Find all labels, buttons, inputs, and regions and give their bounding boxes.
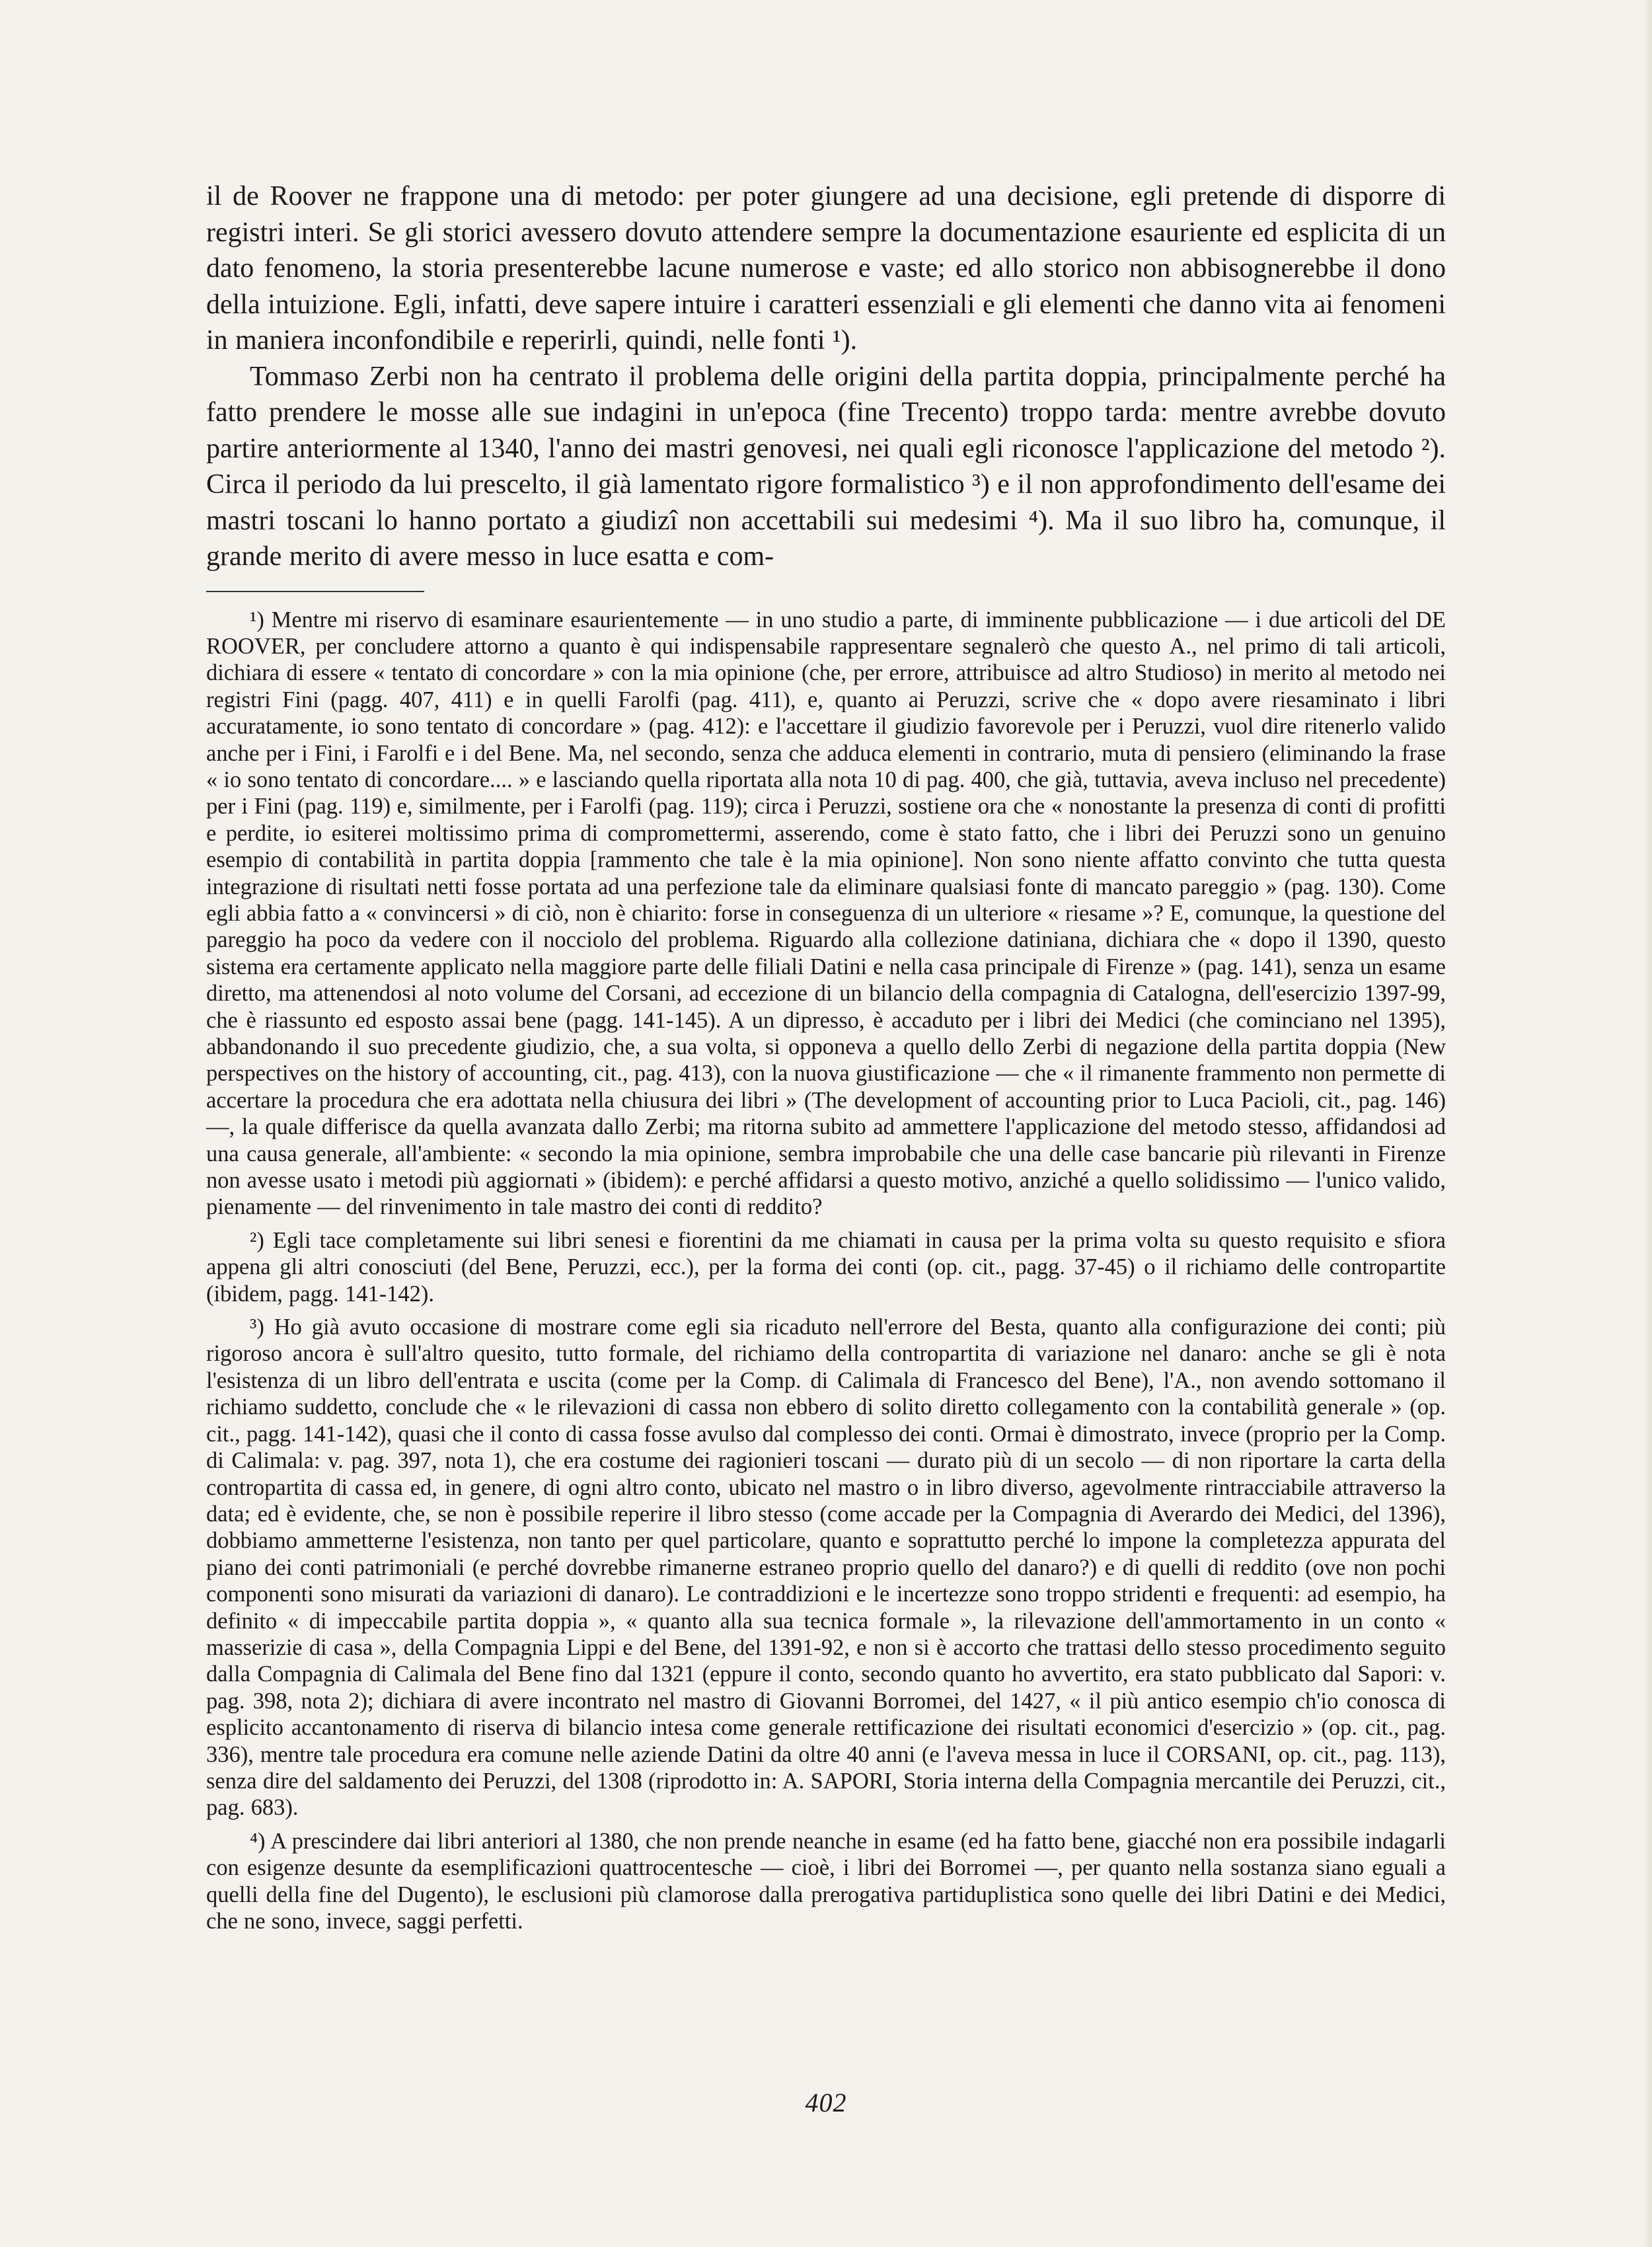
paper-edge-shadow [1643,0,1652,2247]
footnote-separator [206,591,424,592]
footnote-3: ³) Ho già avuto occasione di mostrare come egli sia ricaduto nell'errore del Besta, quanto alla configurazione dei conti; più rigoroso ancora è sull'altro quesito, tutto formale, del richiamo della contropartita di variazione nel danaro: anche se gli è nota l'esistenza di un libro dell'entrata e uscita (come per la Comp. di Calimala di Francesco del Bene), l'A., non avendo sottomano il richiamo suddetto, conclude che « le rilevazioni di cassa non ebbero di solito diretto collegamento con la contabilità generale » (op. cit., pagg. 141-142), quasi che il conto di cassa fosse avulso dal complesso dei conti. Ormai è dimostrato, invece (proprio per la Comp. di Calimala: v. pag. 397, nota 1), che era costume dei ragionieri toscani — durato più di un secolo — di non riportare la carta della contropartita di cassa ed, in genere, di ogni altro conto, ubicato nel mastro o in libro diverso, agevolmente rintracciabile attraverso la data; ed è evidente, che, se non è possibile reperire il libro stesso (come accade per la Compagnia di Averardo dei Medici, del 1396), dobbiamo ammetterne l'esistenza, non tanto per quel particolare, quanto e soprattutto perché lo impone la completezza appurata del piano dei conti patrimoniali (e perché dovrebbe rimanerne estraneo proprio quello del danaro?) e di quelli di reddito (ove non pochi componenti sono misurati da variazioni di danaro). Le contraddizioni e le incertezze sono troppo stridenti e frequenti: ad esempio, ha definito « di impeccabile partita doppia », « quanto alla sua tecnica formale », la rilevazione dell'ammortamento in un conto « masserizie di casa », della Compagnia Lippi e del Bene, del 1391-92, e non si è accorto che trattasi dello stesso procedimento seguito dalla Compagnia di Calimala del Bene fino dal 1321 (eppure il conto, secondo quanto ho avvertito, era stato pubblicato dal Sapori: v. pag. 398, nota 2); dichiara di avere incontrato nel mastro di Giovanni Borromei, del 1427, « il più antico esempio ch'io conosca di esplicito accantonamento di riserva di bilancio intesa come generale rettificazione dei risultati economici d'esercizio » (op. cit., pag. 336), mentre tale procedura era comune nelle aziende Datini da oltre 40 anni (e l'aveva messa in luce il CORSANI, op. cit., pag. 113), senza dire del saldamento dei Peruzzi, del 1308 (riprodotto in: A. SAPORI, Storia interna della Compagnia mercantile dei Peruzzi, cit., pag. 683). [206,1314,1446,1821]
body-paragraph-1: il de Roover ne frappone una di metodo: per poter giungere ad una decisione, egli pretende di disporre di registri interi. Se gli storici avessero dovuto attendere sempre la documentazione esauriente ed esplicita di un dato fenomeno, la storia presenterebbe lacune numerose e vaste; ed allo storico non abbisognerebbe il dono della intuizione. Egli, infatti, deve sapere intuire i caratteri essenziali e gli elementi che danno vita ai fenomeni in maniera inconfondibile e reperirli, quindi, nelle fonti ¹). [206,181,1446,356]
footnote-2: ²) Egli tace completamente sui libri senesi e fiorentini da me chiamati in causa per la prima volta su questo requisito e sfiora appena gli altri conosciuti (del Bene, Peruzzi, ecc.), per la forma dei conti (op. cit., pagg. 37-45) o il richiamo delle contropartite (ibidem, pagg. 141-142). [206,1227,1446,1307]
page-text-block [206,178,1446,1941]
footnote-4: ⁴) A prescindere dai libri anteriori al 1380, che non prende neanche in esame (ed ha fatto bene, giacché non era possibile indagarli con esigenze desunte da esemplificazioni quattrocentesche — cioè, i libri dei Borromei —, per quanto nella sostanza siano eguali a quelli della fine del Dugento), le esclusioni più clamorose dalla prerogativa partiduplistica sono quelle dei libri Datini e dei Medici, che ne sono, invece, saggi perfetti. [206,1828,1446,1934]
body-paragraph-2: Tommaso Zerbi non ha centrato il problema delle origini della partita doppia, principalmente perché ha fatto prendere le mosse alle sue indagini in un'epoca (fine Trecento) troppo tarda: mentre avrebbe dovuto partire anteriormente al 1340, l'anno dei mastri genovesi, nei quali egli riconosce l'applicazione del metodo ²). Circa il periodo da lui prescelto, il già lamentato rigore formalistico ³) e il non approfondimento dell'esame dei mastri toscani lo hanno portato a giudizî non accettabili sui medesimi ⁴). Ma il suo libro ha, comunque, il grande merito di avere messo in luce esatta e com- [206,361,1446,572]
footnote-1: ¹) Mentre mi riservo di esaminare esaurientemente — in uno studio a parte, di imminente pubblicazione — i due articoli del DE ROOVER, per concludere attorno a quanto è qui indispensabile rappresentare segnalerò che questo A., nel primo di tali articoli, dichiara di essere « tentato di concordare » con la mia opinione (che, per errore, attribuisce ad altro Studioso) in merito al metodo nei registri Fini (pagg. 407, 411) e in quelli Farolfi (pag. 411), e, quanto ai Peruzzi, scrive che « dopo avere riesaminato i libri accuratamente, io sono tentato di concordare » (pag. 412): e l'accettare il giudizio favorevole per i Peruzzi, vuol dire ritenerlo valido anche per i Fini, i Farolfi e i del Bene. Ma, nel secondo, senza che adduca elementi in contrario, muta di pensiero (eliminando la frase « io sono tentato di concordare.... » e lasciando quella riportata alla nota 10 di pag. 400, che già, tuttavia, aveva incluso nel precedente) per i Fini (pag. 119) e, similmente, per i Farolfi (pag. 119); circa i Peruzzi, sostiene ora che « nonostante la presenza di conti di profitti e perdite, io esiterei moltissimo prima di compromettermi, asserendo, come è stato fatto, che i libri dei Peruzzi sono un genuino esempio di contabilità in partita doppia [rammento che tale è la mia opinione]. Non sono niente affatto convinto che tutta questa integrazione di risultati netti fosse portata ad una perfezione tale da eliminare qualsiasi fonte di mancato pareggio » (pag. 130). Come egli abbia fatto a « convincersi » di ciò, non è chiarito: forse in conseguenza di un ulteriore « riesame »? E, comunque, la questione del pareggio ha poco da vedere con il nocciolo del problema. Riguardo alla collezione datiniana, dichiara che « dopo il 1390, questo sistema era certamente applicato nella maggiore parte delle filiali Datini e nella casa principale di Firenze » (pag. 141), senza un esame diretto, ma attenendosi al noto volume del Corsani, ad eccezione di un bilancio della compagnia di Catalogna, dell'esercizio 1397-99, che è riassunto ed esposto assai bene (pagg. 141-145). A un dipresso, è accaduto per i libri dei Medici (che cominciano nel 1395), abbandonando il suo precedente giudizio, che, a sua volta, si opponeva a quello dello Zerbi di negazione della partita doppia (New perspectives on the history of accounting, cit., pag. 413), con la nuova giustificazione — che « il rimanente frammento non permette di accertare la procedura che era adottata nella chiusura dei libri » (The development of accounting prior to Luca Pacioli, cit., pag. 146) —, la quale differisce da quella avanzata dallo Zerbi; ma ritorna subito ad ammettere l'applicazione del metodo stesso, affidandosi ad una causa generale, all'ambiente: « secondo la mia opinione, sembra improbabile che una delle case bancarie più rilevanti in Firenze non avesse usato i metodi più aggiornati » (ibidem): e perché affidarsi a questo motivo, anziché a quello solidissimo — l'unico valido, pienamente — del rinvenimento in tale mastro dei conti di reddito? [206,607,1446,1220]
page-number: 402 [805,2088,847,2117]
